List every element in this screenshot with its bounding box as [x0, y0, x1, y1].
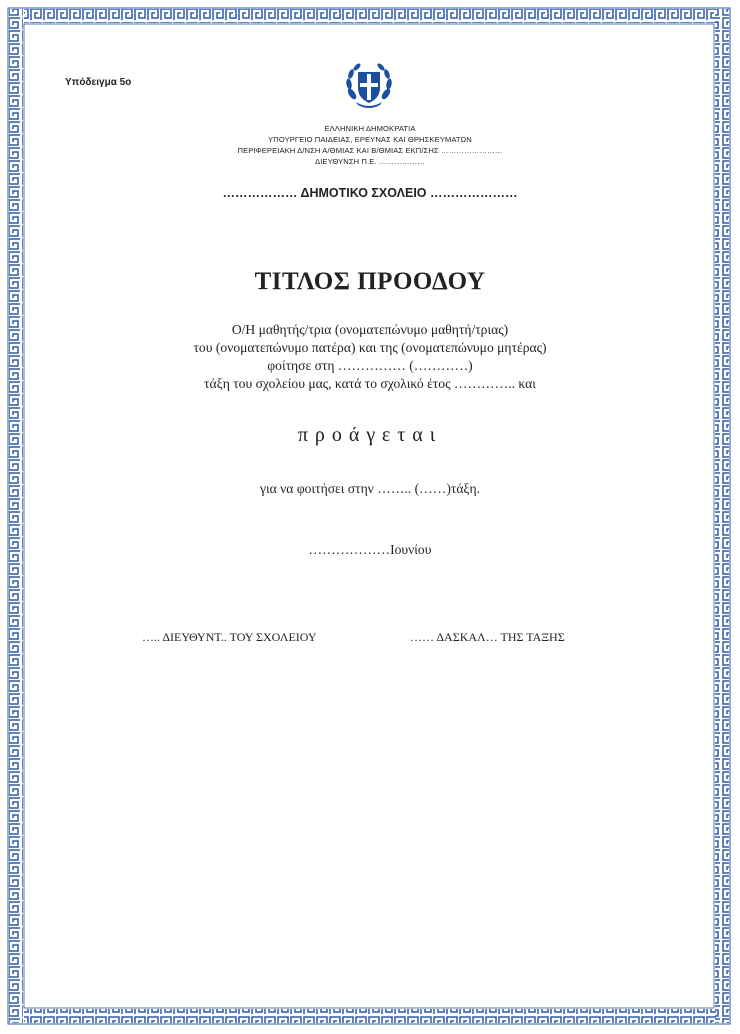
- model-label: Υπόδειγμα 5ο: [65, 77, 132, 88]
- body-line-parents: του (ονοματεπώνυμο πατέρα) και της (ονοματεπώνυμο μητέρας): [193, 340, 547, 355]
- body-line-student: Ο/Η μαθητής/τρια (ονοματεπώνυμο μαθητή/τριας): [231, 322, 509, 337]
- body-line-school-year: τάξη του σχολείου μας, κατά το σχολικό έτος ………….. και: [204, 376, 536, 391]
- next-class-line: για να φοιτήσει στην …….. (……)τάξη.: [259, 481, 481, 496]
- greek-coat-of-arms-icon: [342, 58, 396, 112]
- document-title: ΤΙΤΛΟΣ ΠΡΟΟΔΟΥ: [254, 268, 486, 295]
- school-name: ……………… ΔΗΜΟΤΙΚΟ ΣΧΟΛΕΙΟ …………………: [222, 186, 518, 200]
- header-republic: ΕΛΛΗΝΙΚΗ ΔΗΜΟΚΡΑΤΙΑ: [324, 124, 416, 133]
- header-ministry: ΥΠΟΥΡΓΕΙΟ ΠΑΙΔΕΙΑΣ, ΕΡΕΥΝΑΣ ΚΑΙ ΘΡΗΣΚΕΥΜΑΤΩΝ: [268, 135, 472, 144]
- signature-teacher: …… ΔΑΣΚΑΛ… ΤΗΣ ΤΑΞΗΣ: [410, 630, 565, 644]
- body-line-attended: φοίτησε στη …………… (…………): [267, 358, 473, 373]
- promoted-text: προάγεται: [297, 424, 443, 446]
- signature-principal: ….. ΔΙΕΥΘΥΝΤ.. ΤΟΥ ΣΧΟΛΕΙΟΥ: [142, 630, 317, 644]
- date-line: ………………Ιουνίου: [308, 542, 432, 557]
- header-directorate: ΔΙΕΥΘΥΝΣΗ Π.Ε. ………………: [315, 157, 425, 166]
- header-regional-directorate: ΠΕΡΙΦΕΡΕΙΑΚΗ Δ/ΝΣΗ Α/ΘΜΙΑΣ ΚΑΙ Β/ΘΜΙΑΣ ΕΚΠ/ΣΗΣ ……………………: [237, 146, 503, 155]
